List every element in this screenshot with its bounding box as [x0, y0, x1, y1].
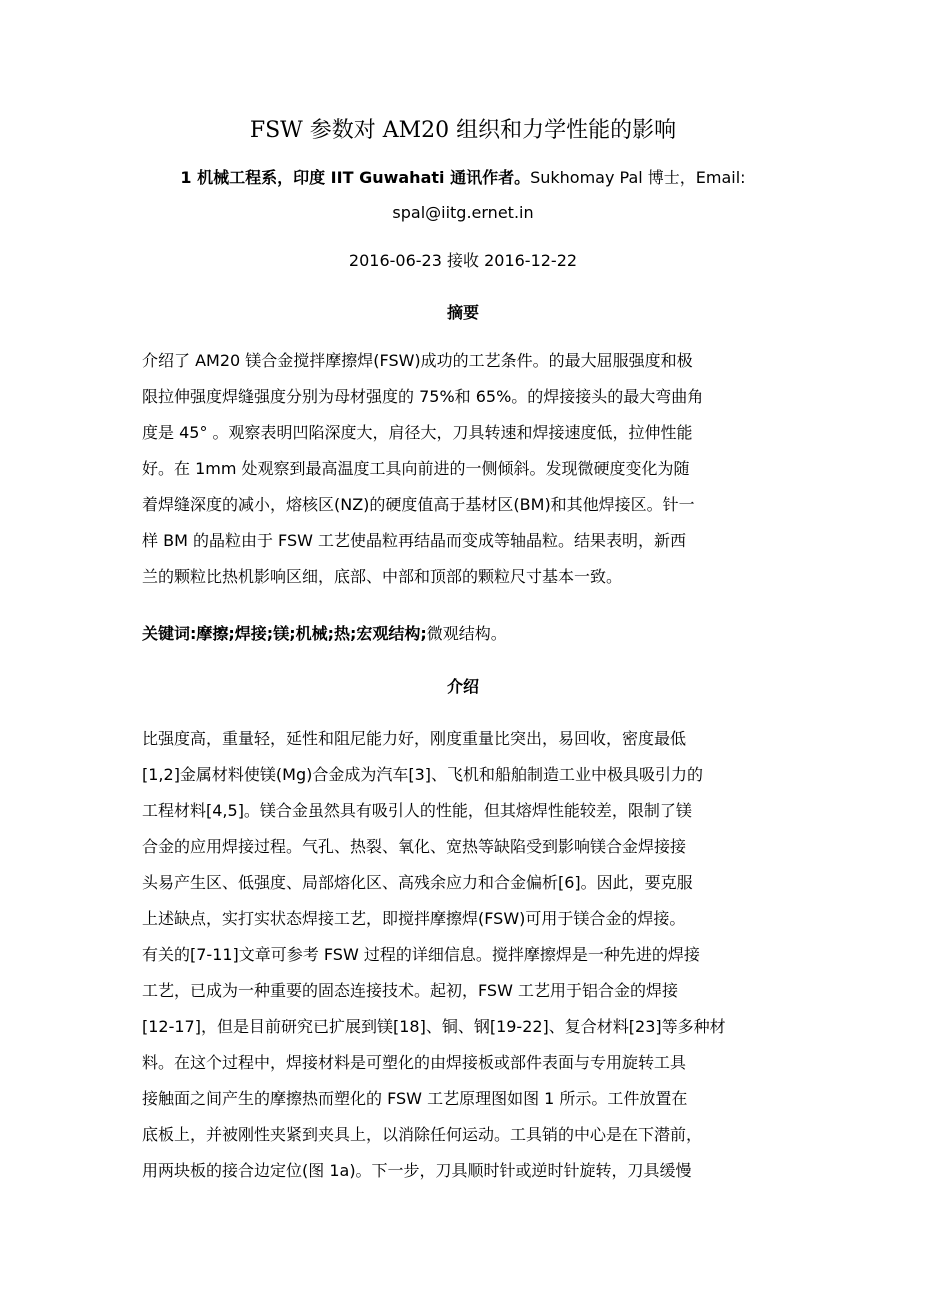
abstract-line: 度是 45° 。观察表明凹陷深度大，肩径大，刀具转速和焊接速度低，拉伸性能	[142, 423, 693, 442]
author-affiliation	[0, 166, 926, 190]
keywords-line	[142, 622, 802, 646]
intro-line: 头易产生区、低强度、局部熔化区、高残余应力和合金偏析[6]。因此，要克服	[142, 873, 693, 892]
affiliation-bold: 1 机械工程系，印度 IIT Guwahati 通讯作者。	[180, 168, 531, 187]
abstract-line: 着焊缝深度的减小，熔核区(NZ)的硬度值高于基材区(BM)和其他焊接区。针一	[142, 495, 695, 514]
abstract-line: 限拉伸强度焊缝强度分别为母材强度的 75%和 65%。的焊接接头的最大弯曲角	[142, 387, 704, 406]
introduction-heading: 介绍	[446, 677, 479, 696]
abstract-line: 样 BM 的晶粒由于 FSW 工艺使晶粒再结晶而变成等轴晶粒。结果表明，新西	[142, 531, 687, 550]
affiliation-contact: Sukhomay Pal 博士，Email:	[530, 168, 746, 187]
intro-line: [1,2]金属材料使镁(Mg)合金成为汽车[3]、飞机和船舶制造工业中极具吸引力的	[142, 765, 704, 784]
intro-line: 有关的[7-11]文章可参考 FSW 过程的详细信息。搅拌摩擦焊是一种先进的焊接	[142, 945, 700, 964]
abstract-line: 兰的颗粒比热机影响区细，底部、中部和顶部的颗粒尺寸基本一致。	[142, 567, 623, 586]
intro-line: 比强度高，重量轻，延性和阻尼能力好，刚度重量比突出，易回收，密度最低	[142, 729, 687, 748]
received-dates: 2016-06-23 接收 2016-12-22	[348, 251, 578, 270]
intro-line: 工程材料[4,5]。镁合金虽然具有吸引人的性能，但其熔焊性能较差，限制了镁	[142, 801, 692, 820]
intro-line: 工艺，已成为一种重要的固态连接技术。起初，FSW 工艺用于铝合金的焊接	[142, 981, 678, 1000]
intro-line: 料。在这个过程中，焊接材料是可塑化的由焊接板或部件表面与专用旋转工具	[142, 1053, 687, 1072]
abstract-body	[142, 349, 802, 601]
intro-line: 底板上，并被刚性夹紧到夹具上，以消除任何运动。工具销的中心是在下潜前，	[142, 1125, 703, 1144]
introduction-body	[142, 727, 802, 1195]
abstract-heading: 摘要	[446, 303, 479, 322]
keywords-regular: 微观结构。	[426, 624, 507, 643]
author-email: spal@iitg.ernet.in	[392, 203, 534, 222]
intro-line: 合金的应用焊接过程。气孔、热裂、氧化、宽热等缺陷受到影响镁合金焊接接	[142, 837, 687, 856]
intro-line: 用两块板的接合边定位(图 1a)。下一步，刀具顺时针或逆时针旋转，刀具缓慢	[142, 1161, 692, 1180]
abstract-line: 介绍了 AM20 镁合金搅拌摩擦焊(FSW)成功的工艺条件。的最大屈服强度和极	[142, 351, 693, 370]
abstract-line: 好。在 1mm 处观察到最高温度工具向前进的一侧倾斜。发现微硬度变化为随	[142, 459, 690, 478]
keywords-bold: 关键词:摩擦;焊接;镁;机械;热;宏观结构;	[142, 624, 427, 643]
intro-line: 上述缺点，实打实状态焊接工艺，即搅拌摩擦焊(FSW)可用于镁合金的焊接。	[142, 909, 686, 928]
intro-line: 接触面之间产生的摩擦热而塑化的 FSW 工艺原理图如图 1 所示。工件放置在	[142, 1089, 688, 1108]
intro-line: [12-17]，但是目前研究已扩展到镁[18]、铜、钢[19-22]、复合材料[23]等多种材	[142, 1017, 726, 1036]
paper-title: FSW 参数对 AM20 组织和力学性能的影响	[249, 118, 677, 143]
